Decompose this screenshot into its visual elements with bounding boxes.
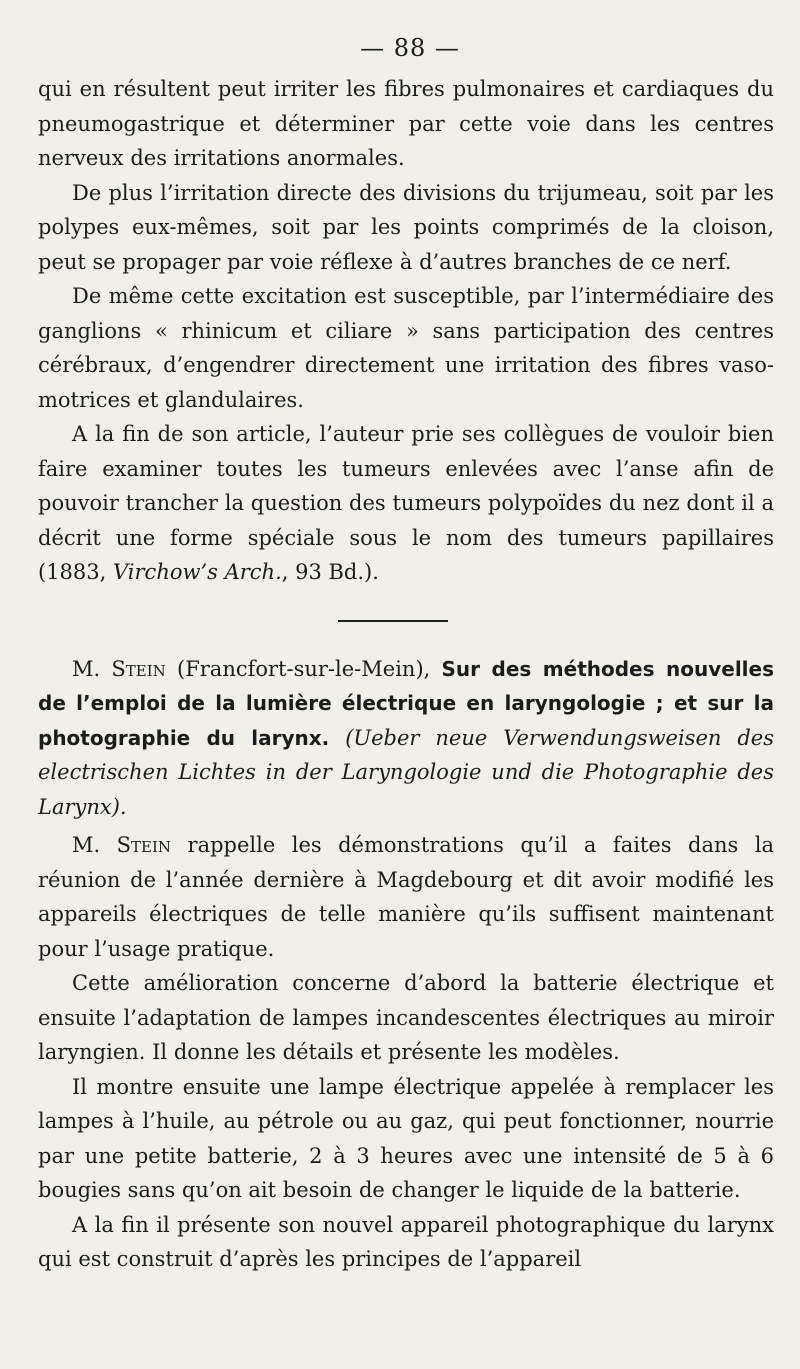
paragraph-4-end: , 93 Bd.). — [281, 560, 379, 584]
section-divider — [338, 620, 448, 622]
reference-virchow: Virchow’s Arch. — [113, 560, 282, 584]
speaker-prefix: M. — [72, 656, 112, 681]
paragraph-7: Cette amélioration concerne d’abord la batterie électrique et ensuite l’adaptation de lampes incandescentes électriques au miroir laryngien. Il donne les détails et présente les modèles. — [38, 971, 774, 1064]
paragraph-6-text: rappelle les démonstrations qu’il a faites dans la réunion de l’année dernière à Magdebourg et dit avoir modifié les appareils électriques de telle manière qu’ils suffisent maintenant pour l’usage pratique. — [38, 833, 774, 961]
paragraph-9: A la fin il présente son nouvel appareil photographique du larynx qui est construit d’après les principes de l’appareil — [38, 1212, 774, 1271]
paragraph-8: Il montre ensuite une lampe électrique appelée à remplacer les lampes à l’huile, au pétrole ou au gaz, qui peut fonctionner, nourrie par une petite batterie, 2 à 3 heures avec une intensité de 5 à 6 bougies sans qu’on ait besoin de changer le liquide de la batterie. — [38, 1074, 774, 1202]
speaker-prefix-2: M. — [72, 833, 117, 857]
paragraph-2: De plus l’irritation directe des divisions du trijumeau, soit par les polypes eux-mêmes, soit par les points comprimés de la cloison, peut se propager par voie réflexe à d’autres branches de ce nerf. — [38, 180, 774, 274]
speaker-name-2: Stein — [116, 833, 172, 857]
paragraph-1: qui en résultent peut irriter les fibres pulmonaires et cardiaques du pneumogastrique et déterminer par cette voie dans les centres nerveux des irritations anormales. — [38, 77, 774, 170]
paragraph-4-text: A la fin de son article, l’auteur prie ses collègues de vouloir bien faire examiner toutes les tumeurs enlevées avec l’anse afin de pouvoir trancher la question des tumeurs polypoïdes du nez dont il a décrit une forme spéciale sous le nom des tumeurs papillaires (1883, — [38, 422, 774, 584]
speaker-place: (Francfort-sur-le-Mein), — [165, 656, 442, 681]
paragraph-6 — [38, 828, 774, 966]
paragraph-3: De même cette excitation est susceptible, par l’intermédiaire des ganglions « rhinicum et ciliare » sans participation des centres cérébraux, d’engendrer directement une irritation des fibres vaso-motrices et glandulaires. — [38, 284, 774, 412]
paragraph-4 — [38, 417, 774, 590]
page-number: — 88 — — [360, 34, 460, 62]
speaker-name: Stein — [111, 656, 166, 681]
section-title-german: (Ueber neue Verwendungsweisen des electrischen Lichtes in der Laryngologie und die Photographie des Larynx). — [38, 725, 774, 819]
paragraph-5-heading — [38, 652, 774, 825]
section-title: Sur des méthodes nouvelles de l’emploi de la lumière électrique en laryngologie ; et sur la photographie du larynx. — [38, 656, 775, 750]
page — [38, 30, 774, 1277]
